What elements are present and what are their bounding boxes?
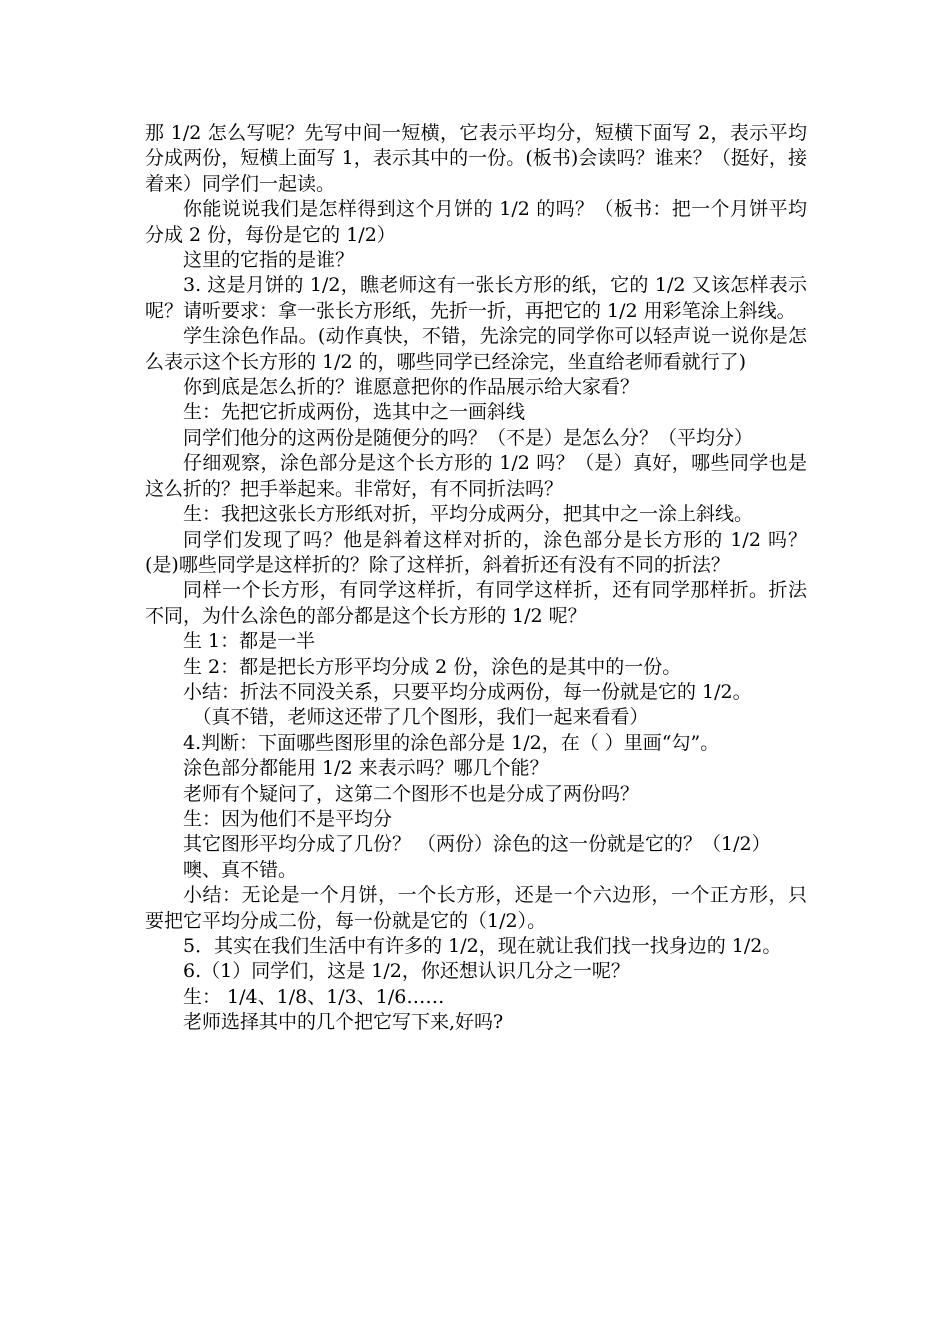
paragraph: 4.判断：下面哪些图形里的涂色部分是 1/2，在（ ）里画“勾”。 bbox=[183, 731, 720, 754]
paragraph: 这里的它指的是谁？ bbox=[183, 249, 355, 272]
paragraph: 同学们他分的这两份是随便分的吗？（不是）是怎么分？（平均分） bbox=[183, 426, 754, 449]
paragraph: 老师有个疑问了，这第二个图形不也是分成了两份吗？ bbox=[183, 782, 640, 805]
paragraph: 生： 1/4、1/8、1/3、1/6…… bbox=[183, 985, 445, 1008]
paragraph: 5．其实在我们生活中有许多的 1/2，现在就让我们找一找身边的 1/2。 bbox=[183, 935, 782, 957]
paragraph: 其它图形平均分成了几份？ （两份）涂色的这一份就是它的？（1/2） bbox=[183, 833, 771, 856]
document-body bbox=[145, 121, 807, 1036]
paragraph: 涂色部分都能用 1/2 来表示吗？哪几个能？ bbox=[183, 757, 549, 780]
paragraph: 生 1：都是一半 bbox=[183, 630, 316, 653]
paragraph: 生 2：都是把长方形平均分成 2 份，涂色的是其中的一份。 bbox=[183, 655, 682, 678]
paragraph: 同样一个长方形，有同学这样折，有同学这样折，还有同学那样折。折法不同，为什么涂色的部分都是这个长方形的 1/2 呢？ bbox=[145, 579, 807, 627]
paragraph: 同学们发现了吗？他是斜着这样对折的，涂色部分是长方形的 1/2 吗？(是)哪些同学是这样折的？除了这样折，斜着折还有没有不同的折法？ bbox=[145, 528, 807, 576]
paragraph: 学生涂色作品。(动作真快，不错，先涂完的同学你可以轻声说一说你是怎么表示这个长方形的 1/2 的，哪些同学已经涂完，坐直给老师看就行了) bbox=[145, 325, 807, 373]
paragraph: 那 1/2 怎么写呢？先写中间一短横，它表示平均分，短横下面写 2，表示平均分成两份，短横上面写 1，表示其中的一份。(板书)会读吗？谁来？（挺好，接着来）同学们一起读。 bbox=[145, 122, 807, 195]
paragraph: 小结：折法不同没关系，只要平均分成两份，每一份就是它的 1/2。 bbox=[183, 680, 752, 703]
paragraph: 你到底是怎么折的？谁愿意把你的作品展示给大家看？ bbox=[183, 376, 640, 399]
paragraph: 小结：无论是一个月饼，一个长方形，还是一个六边形，一个正方形，只要把它平均分成二份，每一份就是它的（1/2）。 bbox=[145, 884, 807, 932]
paragraph: 生：我把这张长方形纸对折，平均分成两分，把其中之一涂上斜线。 bbox=[183, 503, 754, 526]
paragraph: 生：因为他们不是平均分 bbox=[183, 807, 393, 830]
paragraph: 6.（1）同学们，这是 1/2，你还想认识几分之一呢？ bbox=[183, 960, 630, 983]
paragraph: （真不错，老师这还带了几个图形，我们一起来看看） bbox=[192, 706, 649, 729]
paragraph: 3. 这是月饼的 1/2，瞧老师这有一张长方形的纸，它的 1/2 又该怎样表示呢？请听要求：拿一张长方形纸，先折一折，再把它的 1/2 用彩笔涂上斜线。 bbox=[145, 274, 807, 322]
paragraph: 你能说说我们是怎样得到这个月饼的 1/2 的吗？（板书：把一个月饼平均分成 2 份，每份是它的 1/2） bbox=[145, 198, 807, 246]
paragraph: 生：先把它折成两份，选其中之一画斜线 bbox=[183, 401, 526, 424]
paragraph: 老师选择其中的几个把它写下来,好吗? bbox=[183, 1011, 504, 1034]
paragraph: 噢、真不错。 bbox=[183, 858, 298, 881]
paragraph: 仔细观察，涂色部分是这个长方形的 1/2 吗？（是）真好，哪些同学也是这么折的？把手举起来。非常好，有不同折法吗？ bbox=[145, 452, 807, 500]
